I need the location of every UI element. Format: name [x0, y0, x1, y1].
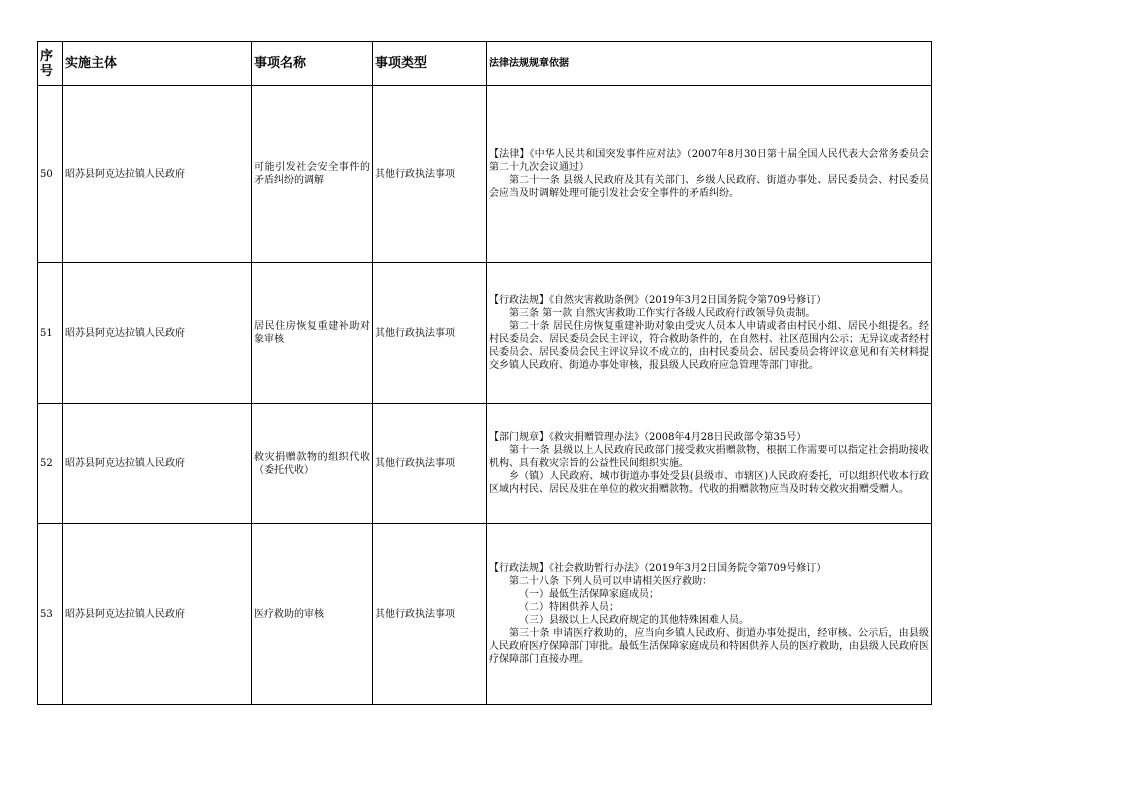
table-row — [38, 524, 932, 705]
basis-source: 【行政法规】《自然灾害救助条例》（2019年3月2日国务院令第709号修订） — [489, 295, 827, 306]
row-seq: 51 — [38, 263, 63, 404]
basis-article: 第二十八条 下列人员可以申请相关医疗救助： — [509, 576, 713, 587]
row-seq: 52 — [38, 404, 63, 524]
basis-article: 第三条 第一款 自然灾害救助工作实行各级人民政府行政领导负责制。 — [509, 308, 816, 319]
row-item-type: 其他行政执法事项 — [373, 404, 487, 524]
basis-item: （三）县级以上人民政府规定的其他特殊困难人员。 — [519, 615, 749, 626]
basis-article: 乡（镇）人民政府、城市街道办事处受县(县级市、市辖区)人民政府委托，可以组织代收本行政区域内村民、居民及驻在单位的救灾捐赠款物。代收的捐赠款物应当及时转交救灾捐赠受赠人。 — [489, 471, 929, 495]
table-row — [38, 263, 932, 404]
basis-item: （一）最低生活保障家庭成员； — [519, 589, 659, 600]
basis-item: （二）特困供养人员； — [519, 602, 619, 613]
header-row — [38, 42, 932, 86]
header-item-type: 事项类型 — [373, 42, 487, 86]
header-basis: 法律法规规章依据 — [487, 42, 932, 86]
row-subject: 昭苏县阿克达拉镇人民政府 — [63, 263, 252, 404]
basis-article: 第二十一条 县级人民政府及其有关部门、乡级人民政府、街道办事处、居民委员会、村民委员会应当及时调解处理可能引发社会安全事件的矛盾纠纷。 — [489, 175, 929, 199]
header-subject: 实施主体 — [63, 42, 252, 86]
row-basis — [487, 404, 932, 524]
row-subject: 昭苏县阿克达拉镇人民政府 — [63, 404, 252, 524]
row-item-type: 其他行政执法事项 — [373, 263, 487, 404]
row-basis — [487, 524, 932, 705]
row-basis — [487, 263, 932, 404]
row-basis — [487, 86, 932, 263]
row-item-type: 其他行政执法事项 — [373, 524, 487, 705]
basis-article: 第三十条 申请医疗救助的，应当向乡镇人民政府、街道办事处提出，经审核、公示后，由县级人民政府医疗保障部门审批。最低生活保障家庭成员和特困供养人员的医疗救助，由县级人民政府医疗保障部门直接办理。 — [489, 628, 929, 665]
row-seq: 53 — [38, 524, 63, 705]
row-item-name: 救灾捐赠款物的组织代收（委托代收） — [252, 404, 373, 524]
basis-source: 【部门规章】《救灾捐赠管理办法》（2008年4月28日民政部令第35号） — [489, 432, 807, 443]
row-item-name: 可能引发社会安全事件的矛盾纠纷的调解 — [252, 86, 373, 263]
basis-article: 第十一条 县级以上人民政府民政部门接受救灾捐赠款物，根据工作需要可以指定社会捐助接收机构、具有救灾宗旨的公益性民间组织实施。 — [489, 445, 929, 469]
row-seq: 50 — [38, 86, 63, 263]
matters-table — [37, 41, 932, 705]
header-item-name: 事项名称 — [252, 42, 373, 86]
basis-source: 【行政法规】《社会救助暂行办法》（2019年3月2日国务院令第709号修订） — [489, 563, 827, 574]
table-row — [38, 86, 932, 263]
header-seq: 序号 — [38, 42, 63, 86]
row-subject: 昭苏县阿克达拉镇人民政府 — [63, 86, 252, 263]
row-item-type: 其他行政执法事项 — [373, 86, 487, 263]
row-item-name: 医疗救助的审核 — [252, 524, 373, 705]
basis-source: 【法律】《中华人民共和国突发事件应对法》（2007年8月30日第十届全国人民代表大会常务委员会第二十九次会议通过） — [489, 149, 929, 173]
basis-article: 第二十条 居民住房恢复重建补助对象由受灾人员本人申请或者由村民小组、居民小组提名。经村民委员会、居民委员会民主评议，符合救助条件的，在自然村、社区范围内公示；无异议或者经村民委员会、居民委员会民主评议异议不成立的，由村民委员会、居民委员会将评议意见和有关材料提交乡镇人民政府、街道办事处审核，报县级人民政府应急管理等部门审批。 — [489, 321, 929, 371]
table-row — [38, 404, 932, 524]
row-item-name: 居民住房恢复重建补助对象审核 — [252, 263, 373, 404]
row-subject: 昭苏县阿克达拉镇人民政府 — [63, 524, 252, 705]
